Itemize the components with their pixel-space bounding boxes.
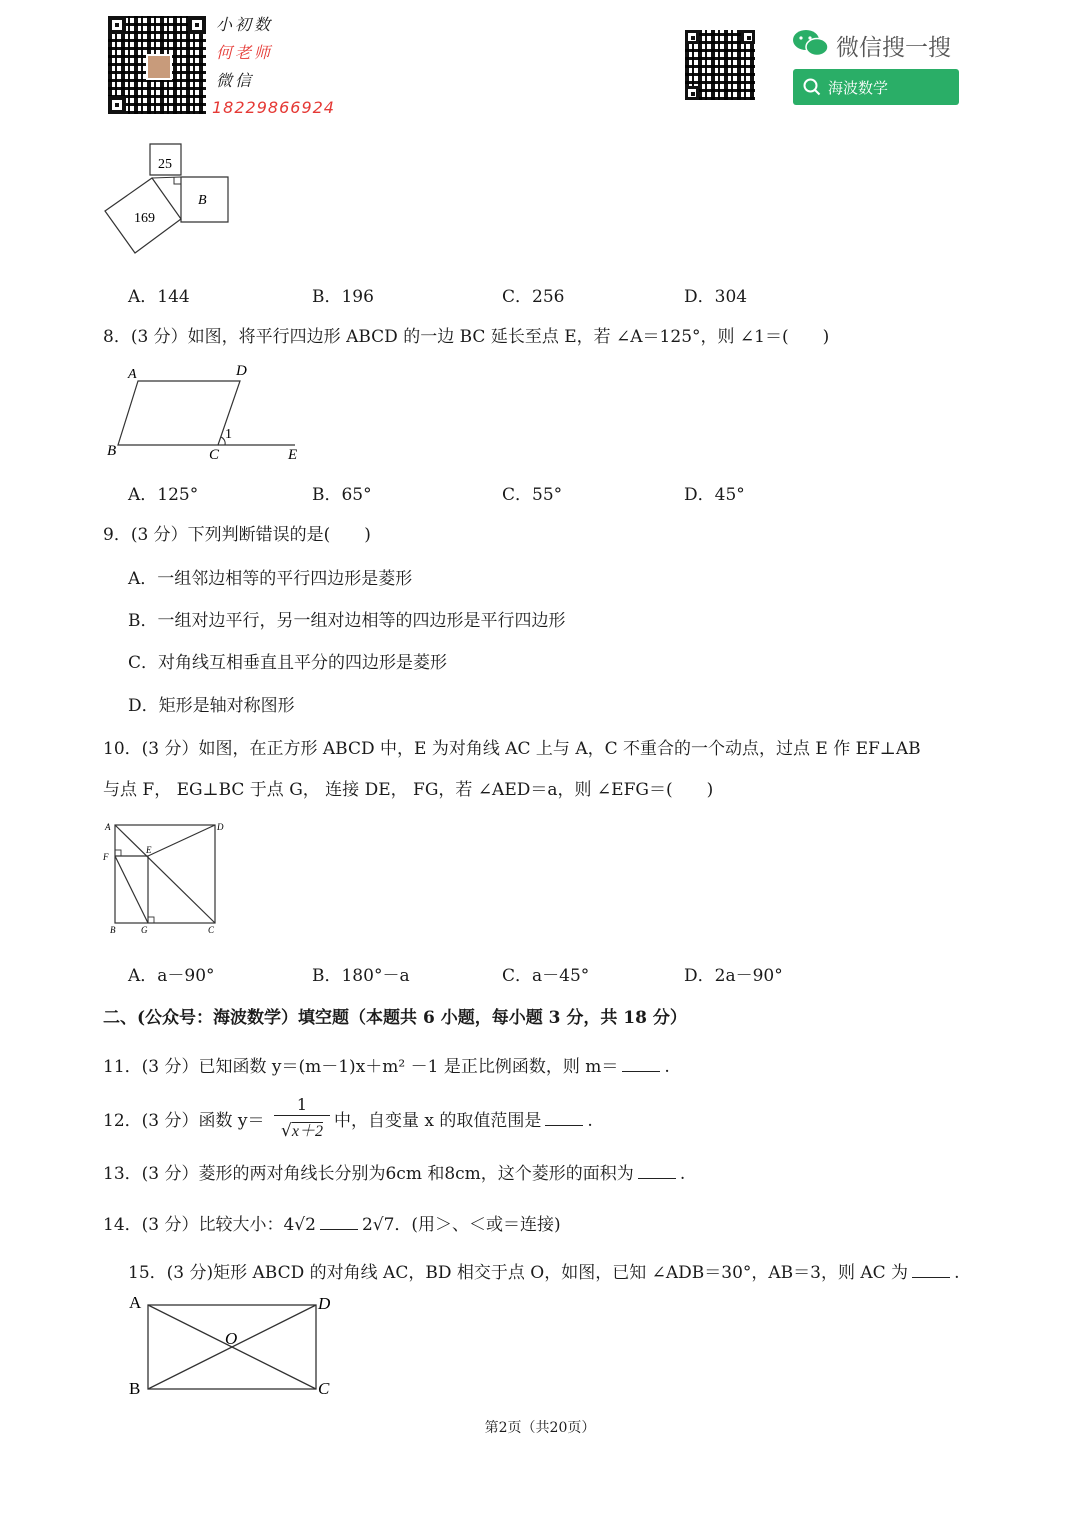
q14-right-value: 2√7 — [361, 1215, 395, 1235]
q7-squares-figure — [100, 140, 235, 260]
label-d: D — [318, 1294, 331, 1313]
contact-phone: 18229866924 — [212, 98, 335, 117]
q15-rectangle-figure — [120, 1290, 345, 1405]
q11-answer-blank[interactable] — [622, 1070, 660, 1072]
q12-tail: 中，自变量 x 的取值范围是 . — [334, 1111, 593, 1131]
label-e: E — [288, 447, 298, 463]
q8-stem: 8．(3 分）如图，将平行四边形 ABCD 的一边 BC 延长至点 E，若 ∠A＝125°，则 ∠1＝( ) — [103, 327, 830, 347]
label-e: E — [146, 845, 152, 855]
q12-stem: 12．(3 分）函数 y＝ — [103, 1111, 265, 1131]
search-icon — [803, 78, 821, 96]
search-button-label: 海波数学 — [828, 79, 889, 97]
q7-option-b: B．196 — [312, 287, 374, 307]
q10-stem-line-1: 10．(3 分）如图，在正方形 ABCD 中，E 为对角线 AC 上与 A，C 不重合的一个动点，过点 E 作 EF⊥AB — [103, 739, 921, 759]
q15-answer-blank[interactable] — [912, 1276, 950, 1278]
label-a: A — [128, 367, 137, 382]
label-c: C — [209, 447, 220, 463]
label-169: 169 — [134, 211, 155, 226]
q10-option-c: C．a－45° — [502, 966, 590, 986]
q8-parallelogram-figure — [100, 360, 310, 465]
label-b: B — [129, 1379, 141, 1398]
label-d: D — [217, 822, 224, 832]
q14: 14．(3 分）比较大小：4√2 2√7．(用＞、＜或＝连接) — [103, 1215, 561, 1235]
label-25: 25 — [158, 157, 172, 172]
q8-option-b: B．65° — [312, 485, 372, 505]
label-b: B — [198, 193, 207, 208]
contact-line-1: 小初数 — [216, 15, 274, 34]
label-c: C — [208, 925, 215, 935]
q10-stem-line-2: 与点 F， EG⊥BC 于点 G， 连接 DE， FG，若 ∠AED＝a，则 ∠EFG＝( ) — [103, 780, 714, 800]
q8-option-c: C．55° — [502, 485, 563, 505]
label-f: F — [103, 852, 109, 862]
label-a: A — [129, 1293, 142, 1312]
label-o: O — [225, 1329, 238, 1348]
q8-option-d: D．45° — [684, 485, 745, 505]
q13-stem: 13．(3 分）菱形的两对角线长分别为6cm 和8cm，这个菱形的面积为 — [103, 1164, 634, 1184]
q9-stem: 9．(3 分）下列判断错误的是( ) — [103, 525, 371, 545]
label-b: B — [110, 925, 116, 935]
label-angle-1: 1 — [225, 427, 232, 442]
search-button[interactable] — [793, 69, 959, 105]
avatar — [146, 54, 172, 80]
contact-line-2: 何老师 — [216, 43, 274, 62]
q12-stem-tail: 中，自变量 x 的取值范围是 — [334, 1111, 542, 1131]
qr-code-wechat — [685, 30, 755, 100]
q11-stem: 11．(3 分）已知函数 y＝(m－1)x＋m² －1 是正比例函数，则 m＝ — [103, 1057, 619, 1077]
q9-option-d: D．矩形是轴对称图形 — [128, 696, 295, 716]
q15: 15．(3 分)矩形 ABCD 的对角线 AC，BD 相交于点 O，如图，已知 ∠ADB＝30°，AB＝3，则 AC 为 . — [128, 1263, 960, 1283]
wechat-icon — [792, 28, 830, 58]
label-d: D — [236, 363, 247, 379]
q10-square-figure — [100, 818, 235, 938]
q12-answer-blank[interactable] — [545, 1124, 583, 1126]
q15-stem: 15．(3 分)矩形 ABCD 的对角线 AC，BD 相交于点 O，如图，已知 ∠ADB＝30°，AB＝3，则 AC 为 — [128, 1263, 909, 1283]
label-a: A — [105, 822, 111, 832]
q12-denominator: √x＋2 — [281, 1121, 323, 1141]
q13-answer-blank[interactable] — [638, 1177, 676, 1179]
q9-option-b: B．一组对边平行，另一组对边相等的四边形是平行四边形 — [128, 611, 566, 631]
q7-option-a: A．144 — [128, 287, 190, 307]
wechat-search-label: 微信搜一搜 — [836, 35, 951, 61]
q11: 11．(3 分）已知函数 y＝(m－1)x＋m² －1 是正比例函数，则 m＝ . — [103, 1057, 670, 1077]
contact-line-3: 微信 — [216, 71, 255, 90]
q7-option-d: D．304 — [684, 287, 748, 307]
q14-stem: 14．(3 分）比较大小： — [103, 1215, 284, 1235]
q13: 13．(3 分）菱形的两对角线长分别为6cm 和8cm，这个菱形的面积为 . — [103, 1164, 686, 1184]
q10-option-d: D．2a－90° — [684, 966, 783, 986]
label-c: C — [318, 1379, 330, 1398]
section-2-heading: 二、(公众号：海波数学）填空题（本题共 6 小题，每小题 3 分，共 18 分） — [103, 1008, 687, 1028]
q12-radicand: x＋2 — [291, 1123, 323, 1140]
q7-option-c: C．256 — [502, 287, 565, 307]
label-b: B — [107, 443, 117, 459]
label-g: G — [141, 925, 148, 935]
q9-option-c: C．对角线互相垂直且平分的四边形是菱形 — [128, 653, 448, 673]
q14-answer-blank[interactable] — [320, 1228, 358, 1230]
q12-fraction — [274, 1095, 330, 1141]
q14-left-value: 4√2 — [283, 1215, 316, 1235]
q9-option-a: A．一组邻边相等的平行四边形是菱形 — [128, 569, 413, 589]
q10-option-a: A．a－90° — [128, 966, 215, 986]
page-number: 第2页（共20页） — [484, 1420, 596, 1436]
q12-numerator: 1 — [274, 1095, 330, 1116]
qr-code-contact — [108, 16, 206, 114]
q8-option-a: A．125° — [128, 485, 199, 505]
q12 — [103, 1106, 265, 1131]
q10-option-b: B．180°－a — [312, 966, 410, 986]
